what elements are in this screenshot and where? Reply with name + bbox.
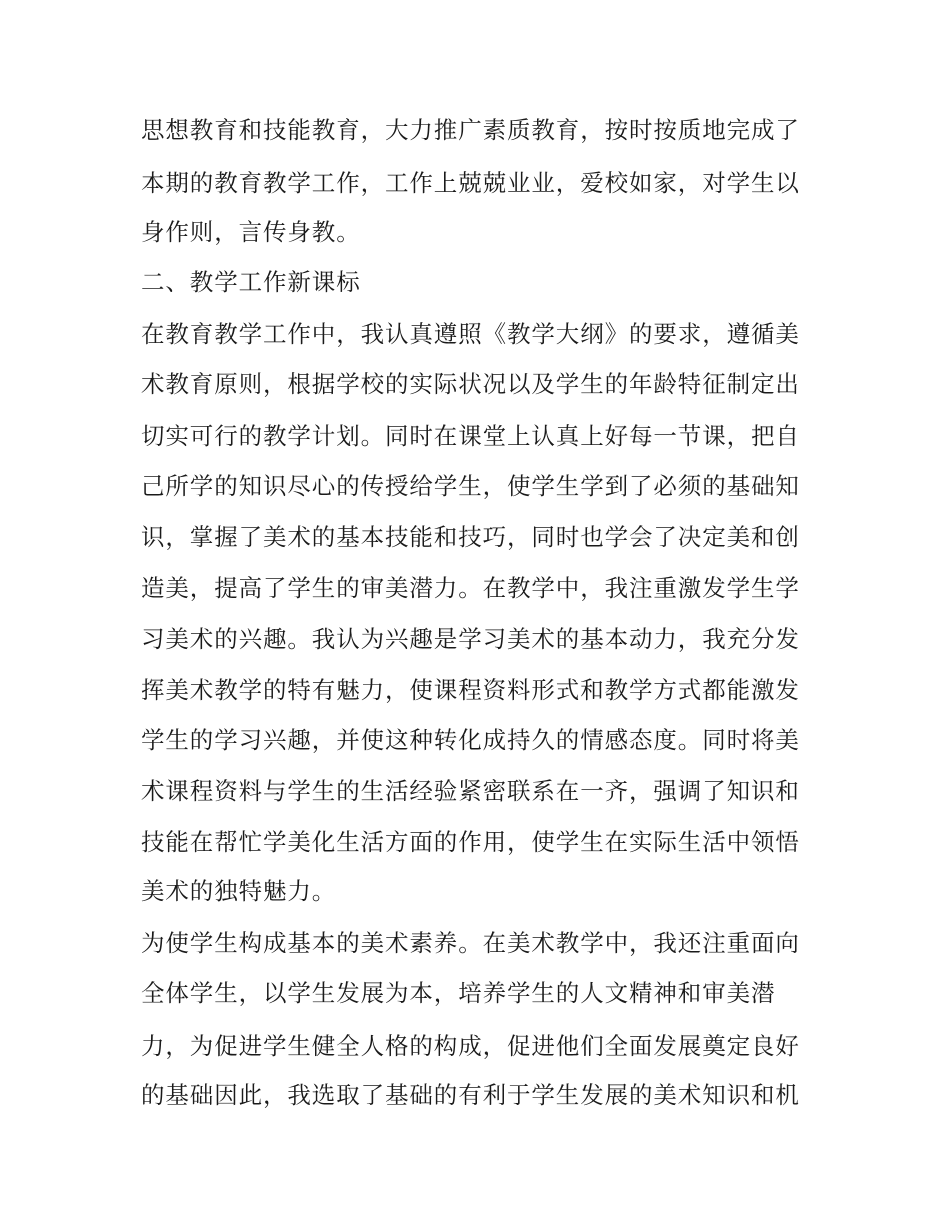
text-line: 为使学生构成基本的美术素养。在美术教学中，我还注重面向 (141, 929, 800, 957)
text-line: 美术的独特魅力。 (141, 877, 337, 905)
text-line: 术课程资料与学生的生活经验紧密联系在一齐，强调了知识和 (141, 777, 800, 805)
text-line: 技能在帮忙学美化生活方面的作用，使学生在实际生活中领悟 (141, 828, 800, 856)
text-line: 在教育教学工作中，我认真遵照《教学大纲》的要求，遵循美 (141, 320, 800, 348)
text-line: 挥美术教学的特有魅力，使课程资料形式和教学方式都能激发 (141, 676, 800, 704)
text-line: 思想教育和技能教育，大力推广素质教育，按时按质地完成了 (141, 116, 800, 144)
text-line: 术教育原则，根据学校的实际状况以及学生的年龄特征制定出 (141, 370, 800, 398)
text-line: 身作则，言传身教。 (141, 218, 361, 246)
text-line: 己所学的知识尽心的传授给学生，使学生学到了必须的基础知 (141, 472, 800, 500)
text-line: 本期的教育教学工作，工作上兢兢业业，爱校如家，对学生以 (141, 169, 800, 197)
text-line: 力，为促进学生健全人格的构成，促进他们全面发展奠定良好 (141, 1032, 800, 1060)
text-line: 的基础因此，我选取了基础的有利于学生发展的美术知识和机 (141, 1081, 800, 1109)
text-line: 造美，提高了学生的审美潜力。在教学中，我注重激发学生学 (141, 574, 800, 602)
text-line: 习美术的兴趣。我认为兴趣是学习美术的基本动力，我充分发 (141, 625, 800, 653)
text-line: 识，掌握了美术的基本技能和技巧，同时也学会了决定美和创 (141, 523, 800, 551)
text-line: 全体学生，以学生发展为本，培养学生的人文精神和审美潜 (141, 979, 776, 1007)
text-line: 切实可行的教学计划。同时在课堂上认真上好每一节课，把自 (141, 422, 800, 450)
text-line: 学生的学习兴趣，并使这种转化成持久的情感态度。同时将美 (141, 726, 800, 754)
section-heading: 二、教学工作新课标 (141, 268, 361, 296)
